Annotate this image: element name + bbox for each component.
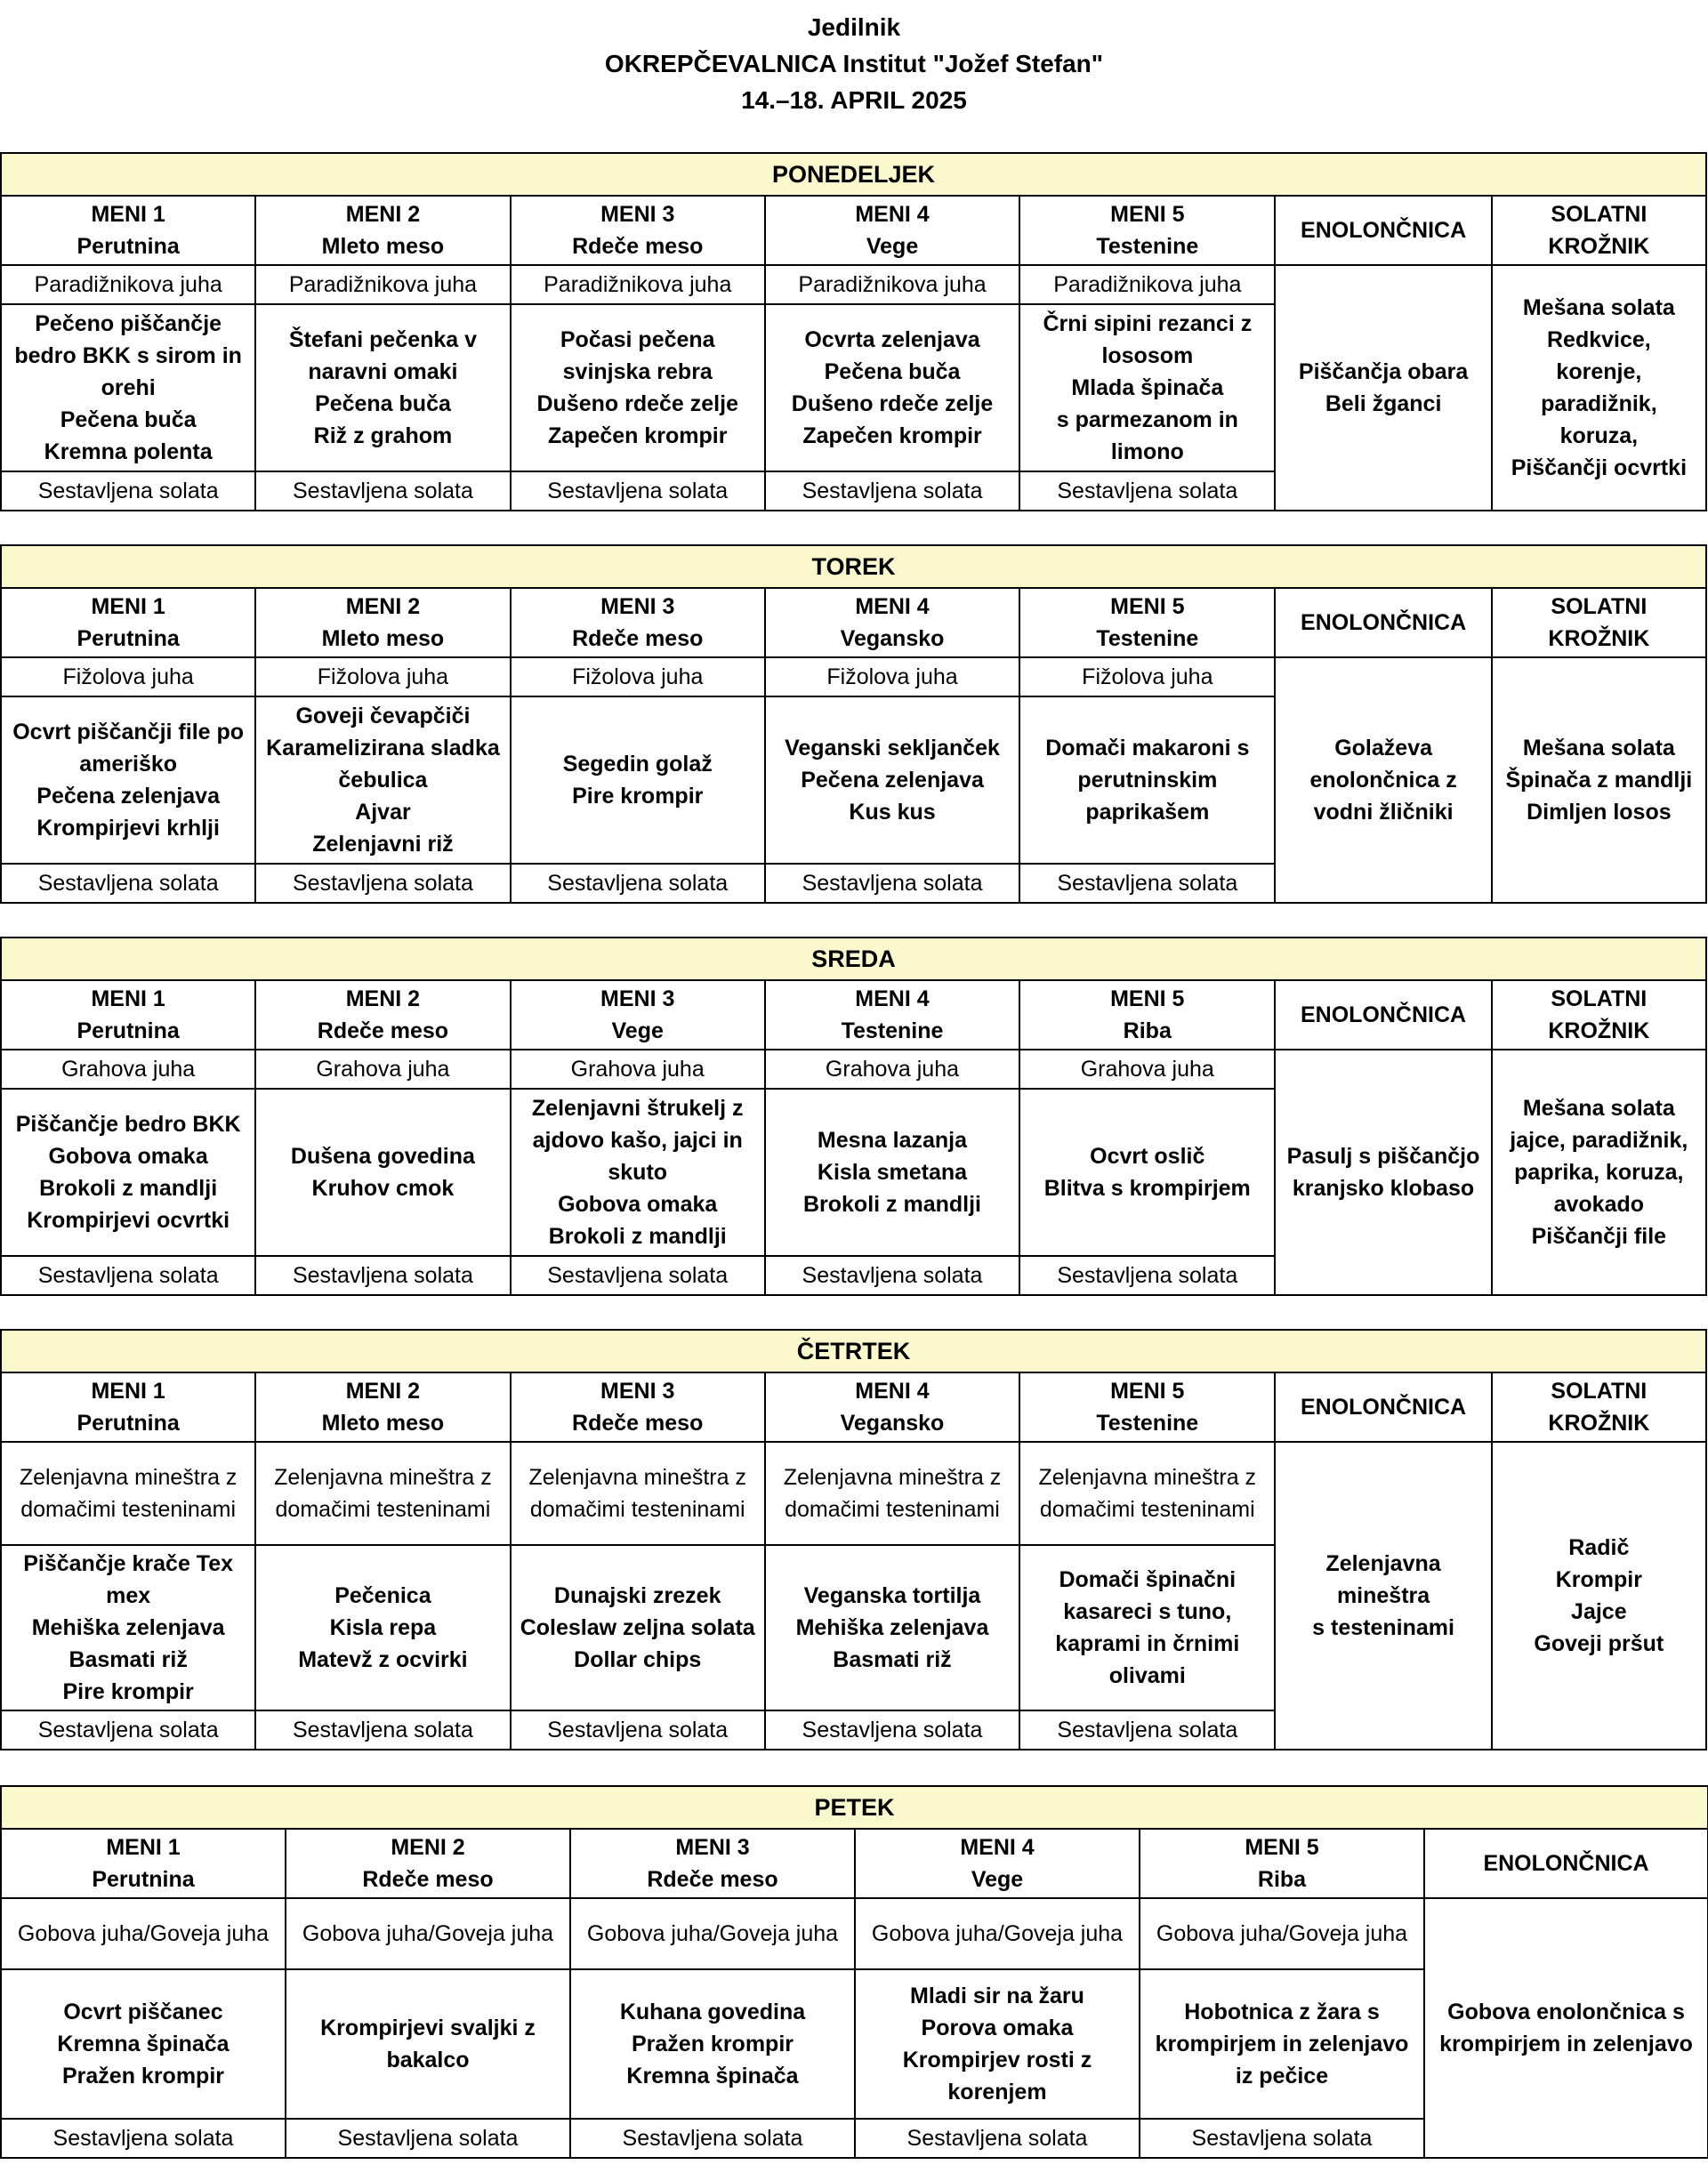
salad-cell [255, 1710, 510, 1750]
main-dish-cell-text: Domači špinačni kasareci s tuno, kaprami in črnimi olivami [1055, 1567, 1240, 1688]
day-table-sreda [0, 937, 1707, 1296]
menu-category: Vegansko [840, 626, 945, 651]
enolon-dish-text: Golaževa enolončnica z vodni žličniki [1309, 736, 1457, 825]
main-dish-cell-text: Ocvrt piščanec Kremna špinača Pražen krompir [57, 2000, 230, 2088]
soup-cell [1, 1442, 255, 1545]
enolon-dish-text: Gobova enolončnica s krompirjem in zelenjavo [1439, 2000, 1693, 2056]
menu-heading [255, 588, 510, 657]
salad-cell [511, 1256, 765, 1295]
main-dish-cell [1, 1969, 286, 2119]
menu-heading [1019, 196, 1275, 265]
menu-category: Testenine [1096, 626, 1199, 651]
soup-cell [1019, 1442, 1275, 1545]
enolon-dish [1424, 1898, 1708, 2158]
soup-cell [286, 1898, 570, 1969]
main-dish-cell-text: Ocvrt piščančji file po ameriško Pečena zelenjava Krompirjevi krhlji [12, 720, 245, 841]
menu-category: Rdeče meso [647, 1867, 778, 1892]
salad-cell-text: Sestavljena solata [906, 2126, 1088, 2151]
menu-category: Perutnina [92, 1867, 195, 1892]
main-dish-cell-text: Počasi pečena svinjska rebra Dušeno rdeče zelje Zapečen krompir [536, 327, 738, 448]
main-dish-cell [255, 304, 510, 471]
menu-heading [765, 588, 1019, 657]
menu-category: Mleto meso [321, 234, 445, 259]
menu-heading [1019, 588, 1275, 657]
main-dish-cell [511, 696, 765, 864]
salad-cell [255, 864, 510, 903]
main-dish-cell [765, 696, 1019, 864]
main-dish-cell [765, 304, 1019, 471]
menu-heading [855, 1829, 1140, 1898]
soup-cell [255, 1050, 510, 1089]
menu-heading [1, 196, 255, 265]
salad-cell [511, 864, 765, 903]
menu-title: MENI 1 [91, 202, 165, 227]
main-dish-cell [511, 1545, 765, 1710]
main-dish-cell [1019, 1089, 1275, 1256]
main-dish-cell [1, 696, 255, 864]
menu-heading [286, 1829, 570, 1898]
soup-cell [765, 1050, 1019, 1089]
main-dish-cell [255, 696, 510, 864]
menu-title: MENI 3 [600, 202, 675, 227]
solatni-dish [1492, 265, 1706, 511]
day-name-text: PONEDELJEK [771, 161, 936, 188]
main-dish-cell [570, 1969, 855, 2119]
salad-cell [855, 2119, 1140, 2158]
soup-cell [255, 1442, 510, 1545]
soup-cell-text: Zelenjavna mineštra z domačimi testeninami [528, 1465, 746, 1522]
soup-cell-text: Gobova juha/Goveja juha [302, 1921, 554, 1946]
menu-category: Testenine [841, 1018, 944, 1043]
soup-cell [765, 657, 1019, 696]
main-dish-cell-text: Ocvrt oslič Blitva s krompirjem [1043, 1144, 1251, 1201]
enolon-dish [1275, 657, 1491, 903]
enolon-dish [1275, 1442, 1491, 1750]
main-dish-cell [255, 1089, 510, 1256]
soup-cell [1019, 657, 1275, 696]
menu-title: MENI 2 [391, 1835, 465, 1860]
soup-cell [1, 657, 255, 696]
menu-title: MENI 5 [1110, 986, 1185, 1011]
salad-cell [1, 864, 255, 903]
menu-heading [765, 980, 1019, 1050]
enolon-heading [1275, 196, 1491, 265]
salad-cell-text: Sestavljena solata [1057, 1263, 1238, 1288]
main-dish-cell-text: Domači makaroni s perutninskim paprikašem [1045, 736, 1250, 825]
menu-heading [570, 1829, 855, 1898]
day-table-torek [0, 544, 1707, 904]
enolon-heading-text: ENOLONČNICA [1300, 1002, 1467, 1027]
menu-title: MENI 4 [855, 1379, 930, 1404]
menu-header [0, 0, 1708, 118]
salad-cell [765, 1256, 1019, 1295]
menu-category: Rdeče meso [572, 626, 704, 651]
main-dish-cell-text: Segedin golaž Pire krompir [562, 752, 713, 809]
main-dish-cell-text: Pečeno piščančje bedro BKK s sirom in orehi Pečena buča Kremna polenta [14, 311, 242, 464]
day-name [1, 1330, 1706, 1372]
soup-cell-text: Gobova juha/Goveja juha [17, 1921, 270, 1946]
menu-header-row [1, 1372, 1706, 1442]
salad-cell [1019, 1256, 1275, 1295]
menu-category: Rdeče meso [572, 1411, 704, 1436]
enolon-dish [1275, 265, 1491, 511]
menu-title: MENI 1 [91, 986, 165, 1011]
solatni-dish [1492, 1442, 1706, 1750]
salad-cell-text: Sestavljena solata [37, 1263, 219, 1288]
solatni-heading [1492, 588, 1706, 657]
salad-cell-text: Sestavljena solata [1191, 2126, 1373, 2151]
solatni-dish-text: Mešana solata jajce, paradižnik, paprika, koruza, avokado Piščančji file [1510, 1096, 1688, 1249]
day-name-text: PETEK [814, 1794, 895, 1821]
enolon-dish-text: Piščančja obara Beli žganci [1298, 359, 1469, 416]
menu-heading [511, 588, 765, 657]
salad-cell-text: Sestavljena solata [622, 2126, 803, 2151]
soup-cell [511, 265, 765, 304]
soup-cell-text: Paradižnikova juha [1053, 272, 1242, 297]
salad-cell-text: Sestavljena solata [337, 2126, 519, 2151]
day-name-text: ČETRTEK [796, 1338, 911, 1364]
menu-heading [1019, 1372, 1275, 1442]
menu-heading [255, 980, 510, 1050]
main-dish-cell-text: Veganski sekljanček Pečena zelenjava Kus kus [785, 736, 1000, 825]
salad-cell-text: Sestavljena solata [37, 479, 219, 503]
menu-title: MENI 5 [1110, 1379, 1185, 1404]
menu-category: Riba [1257, 1867, 1307, 1892]
menu-category: Rdeče meso [572, 234, 704, 259]
soup-cell [511, 657, 765, 696]
salad-cell [765, 471, 1019, 511]
day-name-text: SREDA [811, 946, 896, 972]
salad-cell-text: Sestavljena solata [802, 1263, 983, 1288]
menu-category: Vegansko [840, 1411, 945, 1436]
soup-cell-text: Gobova juha/Goveja juha [1156, 1921, 1408, 1946]
main-dish-cell-text: Dušena govedina Kruhov cmok [290, 1144, 475, 1201]
menu-heading [255, 196, 510, 265]
menu-title: MENI 2 [345, 1379, 421, 1404]
menu-heading [511, 196, 765, 265]
solatni-dish-text: Mešana solata Špinača z mandlji Dimljen losos [1505, 736, 1693, 825]
menu-heading [765, 196, 1019, 265]
salad-cell [570, 2119, 855, 2158]
menu-title: MENI 4 [855, 202, 930, 227]
salad-cell [1, 471, 255, 511]
main-dish-cell [511, 304, 765, 471]
soup-cell-text: Paradižnikova juha [544, 272, 732, 297]
soup-cell [765, 1442, 1019, 1545]
main-dish-cell-text: Hobotnica z žara s krompirjem in zelenjavo iz pečice [1155, 2000, 1409, 2088]
salad-cell-text: Sestavljena solata [1057, 871, 1238, 896]
menu-category: Mleto meso [321, 1411, 445, 1436]
soup-row [1, 1442, 1706, 1545]
soup-cell-text: Zelenjavna mineštra z domačimi testeninami [1038, 1465, 1257, 1522]
soup-cell-text: Fižolova juha [572, 664, 704, 689]
enolon-dish-text: Pasulj s piščančjo kranjsko klobaso [1286, 1144, 1480, 1201]
enolon-heading-text: ENOLONČNICA [1301, 610, 1467, 635]
menu-title: MENI 5 [1110, 202, 1185, 227]
soup-cell [255, 265, 510, 304]
day-name-row [1, 1330, 1706, 1372]
solatni-heading-text: SOLATNI KROŽNIK [1548, 1379, 1650, 1436]
soup-cell-text: Grahova juha [825, 1057, 960, 1082]
main-dish-cell-text: Zelenjavni štrukelj z ajdovo kašo, jajci in skuto Gobova omaka Brokoli z mandlji [531, 1096, 744, 1249]
salad-cell-text: Sestavljena solata [547, 871, 729, 896]
salad-cell [255, 471, 510, 511]
enolon-heading-text: ENOLONČNICA [1301, 218, 1467, 243]
salad-cell [765, 864, 1019, 903]
menu-heading [1, 1829, 286, 1898]
menu-header-row [1, 196, 1706, 265]
main-dish-cell-text: Mesna lazanja Kisla smetana Brokoli z mandlji [802, 1128, 981, 1217]
menu-category: Rdeče meso [317, 1018, 449, 1043]
main-dish-cell-text: Goveji čevapčiči Karamelizirana sladka čebulica Ajvar Zelenjavni riž [266, 704, 500, 857]
day-name-row [1, 153, 1706, 196]
soup-cell [1, 1898, 286, 1969]
salad-cell [765, 1710, 1019, 1750]
enolon-dish [1275, 1050, 1491, 1295]
soup-cell-text: Fižolova juha [1082, 664, 1213, 689]
day-name [1, 545, 1706, 588]
menu-title: MENI 1 [91, 594, 165, 619]
salad-cell-text: Sestavljena solata [802, 871, 983, 896]
salad-cell-text: Sestavljena solata [1057, 1718, 1238, 1742]
soup-cell [511, 1050, 765, 1089]
salad-cell-text: Sestavljena solata [802, 1718, 983, 1742]
solatni-heading [1492, 196, 1706, 265]
salad-cell [1, 1710, 255, 1750]
soup-cell-text: Fižolova juha [317, 664, 449, 689]
salad-cell [255, 1256, 510, 1295]
date-range: 14.–18. APRIL 2025 [741, 86, 967, 114]
menu-category: Vege [866, 234, 919, 259]
soup-cell-text: Zelenjavna mineštra z domačimi testeninami [19, 1465, 238, 1522]
soup-cell-text: Grahova juha [1080, 1057, 1214, 1082]
salad-cell-text: Sestavljena solata [37, 871, 219, 896]
menu-header-row [1, 588, 1706, 657]
main-dish-cell [855, 1969, 1140, 2119]
menu-heading [1, 980, 255, 1050]
soup-cell [855, 1898, 1140, 1969]
soup-cell [1140, 1898, 1424, 1969]
solatni-heading-text: SOLATNI KROŽNIK [1548, 202, 1650, 259]
salad-cell-text: Sestavljena solata [37, 1718, 219, 1742]
main-dish-cell-text: Pečenica Kisla repa Matevž z ocvirki [298, 1583, 468, 1672]
menu-title: MENI 3 [600, 986, 675, 1011]
soup-cell [511, 1442, 765, 1545]
salad-cell [511, 471, 765, 511]
soup-cell [1, 1050, 255, 1089]
day-name-row [1, 938, 1706, 980]
main-dish-cell-text: Ocvrta zelenjava Pečena buča Dušeno rdeče zelje Zapečen krompir [791, 327, 994, 448]
menu-heading [511, 980, 765, 1050]
soup-row [1, 265, 1706, 304]
solatni-heading-text: SOLATNI KROŽNIK [1548, 594, 1650, 651]
salad-cell [1, 1256, 255, 1295]
main-dish-cell [1019, 1545, 1275, 1710]
day-table-petek [0, 1785, 1708, 2159]
solatni-heading [1492, 980, 1706, 1050]
menu-title: MENI 4 [960, 1835, 1035, 1860]
menu-title: MENI 3 [600, 594, 675, 619]
day-name [1, 1786, 1708, 1829]
soup-cell [1019, 265, 1275, 304]
soup-cell-text: Paradižnikova juha [288, 272, 478, 297]
salad-cell-text: Sestavljena solata [52, 2126, 234, 2151]
menu-category: Perutnina [77, 234, 180, 259]
menu-category: Testenine [1096, 234, 1199, 259]
soup-row [1, 1050, 1706, 1089]
main-dish-cell-text: Črni sipini rezanci z lososom Mlada špinača s parmezanom in limono [1043, 311, 1253, 464]
soup-row [1, 1898, 1708, 1969]
document-title: Jedilnik [807, 13, 901, 41]
main-dish-cell-text: Piščančje bedro BKK Gobova omaka Brokoli z mandlji Krompirjevi ocvrtki [15, 1112, 241, 1233]
solatni-heading-text: SOLATNI KROŽNIK [1548, 986, 1650, 1043]
salad-cell-text: Sestavljena solata [292, 871, 473, 896]
enolon-heading [1424, 1829, 1708, 1898]
menu-title: MENI 2 [345, 594, 421, 619]
menu-title: MENI 5 [1110, 594, 1185, 619]
enolon-heading [1275, 980, 1491, 1050]
salad-cell [1, 2119, 286, 2158]
menu-title: MENI 1 [91, 1379, 165, 1404]
soup-cell-text: Fižolova juha [62, 664, 194, 689]
main-dish-cell [1, 304, 255, 471]
menu-title: MENI 4 [855, 986, 930, 1011]
menu-title: MENI 2 [345, 986, 421, 1011]
enolon-heading-text: ENOLONČNICA [1483, 1851, 1649, 1876]
menu-title: MENI 2 [345, 202, 421, 227]
salad-cell-text: Sestavljena solata [547, 1263, 729, 1288]
soup-cell [1, 265, 255, 304]
menu-header-row [1, 1829, 1708, 1898]
day-name [1, 153, 1706, 196]
main-dish-cell [1019, 696, 1275, 864]
enolon-dish-text: Zelenjavna mineštra s testeninami [1312, 1551, 1454, 1640]
salad-cell-text: Sestavljena solata [292, 479, 473, 503]
venue-name: OKREPČEVALNICA Institut "Jožef Stefan" [604, 50, 1104, 77]
solatni-dish [1492, 657, 1706, 903]
main-dish-cell-text: Dunajski zrezek Coleslaw zeljna solata Dollar chips [520, 1583, 755, 1672]
soup-cell-text: Paradižnikova juha [34, 272, 222, 297]
soup-cell-text: Grahova juha [61, 1057, 196, 1082]
salad-cell-text: Sestavljena solata [292, 1718, 473, 1742]
soup-row [1, 657, 1706, 696]
day-table-ponedeljek [0, 152, 1707, 511]
menu-heading [1019, 980, 1275, 1050]
salad-cell-text: Sestavljena solata [1057, 479, 1238, 503]
menu-heading [1, 1372, 255, 1442]
main-dish-cell [511, 1089, 765, 1256]
solatni-dish-text: Mešana solata Redkvice, korenje, paradižnik, koruza, Piščančji ocvrtki [1511, 295, 1688, 480]
menu-category: Perutnina [77, 1411, 180, 1436]
soup-cell-text: Paradižnikova juha [798, 272, 987, 297]
menu-heading [1, 588, 255, 657]
enolon-heading [1275, 588, 1491, 657]
main-dish-cell [255, 1545, 510, 1710]
enolon-heading-text: ENOLONČNICA [1300, 1395, 1467, 1420]
menu-title: MENI 5 [1245, 1835, 1319, 1860]
soup-cell-text: Gobova juha/Goveja juha [871, 1921, 1124, 1946]
day-name [1, 938, 1706, 980]
solatni-heading [1492, 1372, 1706, 1442]
menu-heading [511, 1372, 765, 1442]
menu-category: Testenine [1096, 1411, 1199, 1436]
salad-cell-text: Sestavljena solata [292, 1263, 473, 1288]
main-dish-cell [765, 1545, 1019, 1710]
main-dish-cell [1140, 1969, 1424, 2119]
soup-cell-text: Grahova juha [316, 1057, 450, 1082]
menu-category: Riba [1123, 1018, 1172, 1043]
soup-cell [1019, 1050, 1275, 1089]
menu-heading [765, 1372, 1019, 1442]
day-name-row [1, 1786, 1708, 1829]
soup-cell-text: Gobova juha/Goveja juha [586, 1921, 839, 1946]
menu-title: MENI 1 [106, 1835, 181, 1860]
main-dish-cell-text: Mladi sir na žaru Porova omaka Krompirjev rosti z korenjem [902, 1984, 1092, 2105]
menu-heading [255, 1372, 510, 1442]
salad-cell-text: Sestavljena solata [802, 479, 983, 503]
main-dish-cell [1, 1545, 255, 1710]
solatni-dish [1492, 1050, 1706, 1295]
salad-cell [1019, 1710, 1275, 1750]
menu-title: MENI 3 [600, 1379, 675, 1404]
salad-cell [1019, 864, 1275, 903]
salad-cell [1019, 471, 1275, 511]
salad-cell-text: Sestavljena solata [547, 479, 729, 503]
menu-category: Rdeče meso [362, 1867, 494, 1892]
soup-cell-text: Zelenjavna mineštra z domačimi testeninami [274, 1465, 492, 1522]
soup-cell [570, 1898, 855, 1969]
main-dish-cell [1, 1089, 255, 1256]
menu-category: Mleto meso [321, 626, 445, 651]
menu-heading [1140, 1829, 1424, 1898]
salad-cell [511, 1710, 765, 1750]
main-dish-cell-text: Štefani pečenka v naravni omaki Pečena buča Riž z grahom [288, 327, 478, 448]
day-name-text: TOREK [811, 553, 896, 580]
soup-cell-text: Zelenjavna mineštra z domačimi testeninami [783, 1465, 1002, 1522]
soup-cell-text: Grahova juha [570, 1057, 705, 1082]
solatni-dish-text: Radič Krompir Jajce Goveji pršut [1534, 1535, 1664, 1656]
menu-header-row [1, 980, 1706, 1050]
menu-category: Perutnina [77, 1018, 180, 1043]
menu-category: Vege [611, 1018, 664, 1043]
menu-category: Vege [971, 1867, 1024, 1892]
salad-cell-text: Sestavljena solata [547, 1718, 729, 1742]
day-name-row [1, 545, 1706, 588]
main-dish-cell [765, 1089, 1019, 1256]
main-dish-cell-text: Veganska tortilja Mehiška zelenjava Basmati riž [795, 1583, 989, 1672]
main-dish-cell-text: Krompirjevi svaljki z bakalco [320, 2016, 536, 2072]
soup-cell [255, 657, 510, 696]
main-dish-cell-text: Piščančje krače Tex mex Mehiška zelenjava Basmati riž Pire krompir [23, 1551, 234, 1704]
day-table-četrtek [0, 1329, 1707, 1750]
main-dish-cell [286, 1969, 570, 2119]
soup-cell [765, 265, 1019, 304]
menu-category: Perutnina [77, 626, 180, 651]
salad-cell [1140, 2119, 1424, 2158]
soup-cell-text: Fižolova juha [826, 664, 958, 689]
salad-cell [286, 2119, 570, 2158]
menu-title: MENI 4 [855, 594, 930, 619]
main-dish-cell [1019, 304, 1275, 471]
enolon-heading [1275, 1372, 1491, 1442]
menu-title: MENI 3 [675, 1835, 750, 1860]
main-dish-cell-text: Kuhana govedina Pražen krompir Kremna špinača [619, 2000, 806, 2088]
